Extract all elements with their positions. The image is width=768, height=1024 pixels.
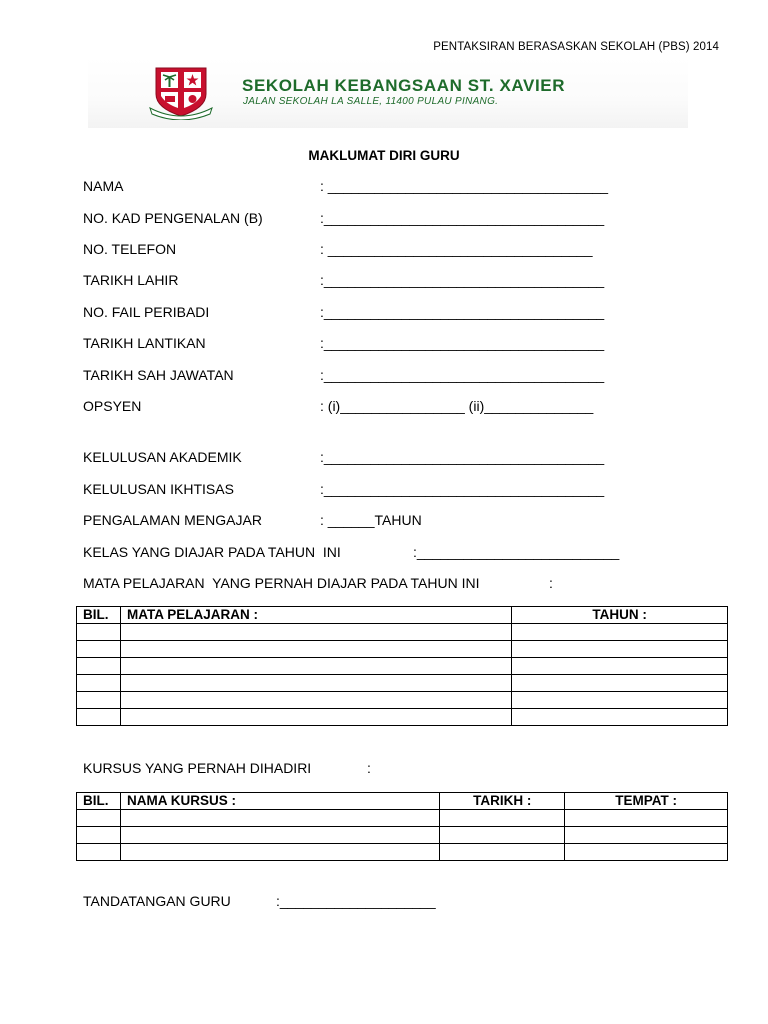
signature-row bbox=[83, 893, 436, 941]
table-cell[interactable] bbox=[565, 810, 728, 827]
field-opsyen bbox=[83, 398, 594, 446]
signature-label: TANDATANGAN GURU bbox=[83, 893, 231, 909]
table-cell[interactable] bbox=[77, 810, 121, 827]
table-cell[interactable] bbox=[120, 810, 439, 827]
table-cell[interactable] bbox=[120, 844, 439, 861]
column-header-tarikh: TARIKH : bbox=[440, 793, 565, 810]
field-line[interactable]: :____________________________________ bbox=[320, 272, 605, 288]
table-cell[interactable] bbox=[512, 709, 728, 726]
table-cell[interactable] bbox=[440, 810, 565, 827]
table-cell[interactable] bbox=[120, 827, 439, 844]
field-label: MATA PELAJARAN YANG PERNAH DIAJAR PADA TAHUN INI bbox=[83, 575, 480, 591]
table-row bbox=[77, 844, 728, 861]
field-label: PENGALAMAN MENGAJAR bbox=[83, 512, 262, 528]
field-line[interactable]: :____________________________________ bbox=[320, 210, 605, 226]
school-name: SEKOLAH KEBANGSAAN ST. XAVIER bbox=[242, 76, 566, 95]
table-cell[interactable] bbox=[512, 658, 728, 675]
table-cell[interactable] bbox=[120, 709, 511, 726]
field-line[interactable]: :__________________________ bbox=[413, 544, 620, 560]
table-cell[interactable] bbox=[120, 692, 511, 709]
field-line[interactable]: : ____________________________________ bbox=[320, 178, 609, 194]
field-line[interactable]: : (i)________________ (ii)______________ bbox=[320, 398, 594, 414]
field-line[interactable]: :____________________________________ bbox=[320, 335, 605, 351]
school-address: JALAN SEKOLAH LA SALLE, 11400 PULAU PINANG. bbox=[243, 96, 499, 107]
table-cell[interactable] bbox=[77, 658, 121, 675]
field-line[interactable]: : ______TAHUN bbox=[320, 512, 422, 528]
field-label: TARIKH LAHIR bbox=[83, 272, 179, 288]
table-cell[interactable] bbox=[120, 624, 511, 641]
field-label: OPSYEN bbox=[83, 398, 142, 414]
courses-label: KURSUS YANG PERNAH DIHADIRI bbox=[83, 760, 312, 776]
table-row bbox=[77, 709, 728, 726]
field-line[interactable]: :____________________________________ bbox=[320, 481, 605, 497]
table-cell[interactable] bbox=[77, 709, 121, 726]
field-line[interactable]: :____________________________________ bbox=[320, 304, 605, 320]
table-cell[interactable] bbox=[77, 675, 121, 692]
table-cell[interactable] bbox=[77, 641, 121, 658]
field-line[interactable]: :____________________________________ bbox=[320, 449, 605, 465]
table-header-row bbox=[77, 607, 728, 624]
table-cell[interactable] bbox=[512, 624, 728, 641]
table-cell[interactable] bbox=[565, 827, 728, 844]
table-header-row bbox=[77, 793, 728, 810]
table-row bbox=[77, 692, 728, 709]
table-row bbox=[77, 658, 728, 675]
column-header-mata-pelajaran: MATA PELAJARAN : bbox=[120, 607, 511, 624]
table-row bbox=[77, 641, 728, 658]
table-cell[interactable] bbox=[512, 641, 728, 658]
field-label: NO. FAIL PERIBADI bbox=[83, 304, 210, 320]
field-label: NAMA bbox=[83, 178, 124, 194]
field-label: TARIKH LANTIKAN bbox=[83, 335, 206, 351]
courses-table bbox=[76, 792, 728, 861]
table-cell[interactable] bbox=[512, 692, 728, 709]
field-label: KELULUSAN AKADEMIK bbox=[83, 449, 242, 465]
table-cell[interactable] bbox=[512, 675, 728, 692]
table-row bbox=[77, 810, 728, 827]
assessment-note: PENTAKSIRAN BERASASKAN SEKOLAH (PBS) 2014 bbox=[433, 41, 719, 53]
subjects-table bbox=[76, 606, 728, 726]
field-label: TARIKH SAH JAWATAN bbox=[83, 367, 234, 383]
field-label: KELAS YANG DIAJAR PADA TAHUN INI bbox=[83, 544, 341, 560]
table-cell[interactable] bbox=[77, 624, 121, 641]
table-cell[interactable] bbox=[77, 844, 121, 861]
field-line[interactable]: :____________________________________ bbox=[320, 367, 605, 383]
column-header-bil: BIL. bbox=[77, 793, 121, 810]
signature-line[interactable]: :____________________ bbox=[276, 893, 436, 909]
table-cell[interactable] bbox=[565, 844, 728, 861]
column-header-tempat: TEMPAT : bbox=[565, 793, 728, 810]
table-cell[interactable] bbox=[120, 675, 511, 692]
table-cell[interactable] bbox=[120, 658, 511, 675]
courses-colon: : bbox=[367, 760, 371, 776]
table-row bbox=[77, 827, 728, 844]
table-row bbox=[77, 675, 728, 692]
table-cell[interactable] bbox=[120, 641, 511, 658]
table-cell[interactable] bbox=[440, 844, 565, 861]
school-crest-logo bbox=[148, 64, 214, 120]
table-cell[interactable] bbox=[440, 827, 565, 844]
column-header-tahun: TAHUN : bbox=[512, 607, 728, 624]
field-label: NO. TELEFON bbox=[83, 241, 177, 257]
field-colon: : bbox=[549, 575, 553, 591]
field-line[interactable]: : __________________________________ bbox=[320, 241, 593, 257]
table-cell[interactable] bbox=[77, 692, 121, 709]
form-title: MAKLUMAT DIRI GURU bbox=[308, 148, 460, 163]
table-row bbox=[77, 624, 728, 641]
field-label: NO. KAD PENGENALAN (B) bbox=[83, 210, 263, 226]
field-label: KELULUSAN IKHTISAS bbox=[83, 481, 234, 497]
column-header-bil: BIL. bbox=[77, 607, 121, 624]
column-header-nama-kursus: NAMA KURSUS : bbox=[120, 793, 439, 810]
table-cell[interactable] bbox=[77, 827, 121, 844]
